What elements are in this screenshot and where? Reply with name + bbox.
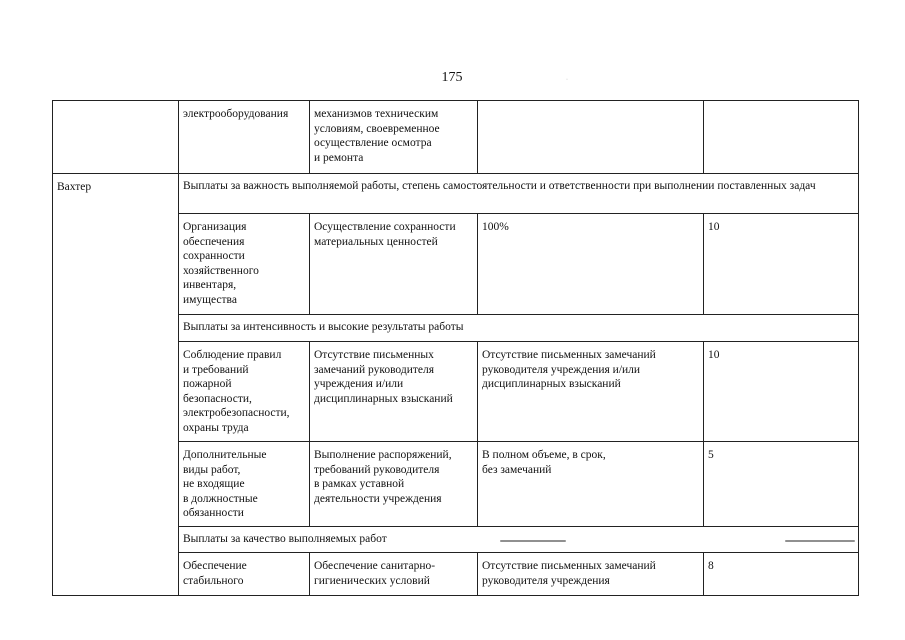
points-cell: 5 <box>704 442 859 527</box>
points-cell: 10 <box>704 342 859 442</box>
scan-streak <box>785 540 855 542</box>
criterion-condition-cell: Обеспечение санитарно- гигиенических условий <box>310 553 478 596</box>
section-heading-importance: Выплаты за важность выполняемой работы, степень самостоятельности и ответственности при выполнении поставленных задач <box>179 174 859 214</box>
criterion-name-cell: Организация обеспечения сохранности хозяйственного инвентаря, имущества <box>179 214 310 315</box>
section-heading-intensity: Выплаты за интенсивность и высокие результаты работы <box>179 315 859 342</box>
points-cell: 8 <box>704 553 859 596</box>
indicator-cell: Отсутствие письменных замечаний руководителя учреждения и/или дисциплинарных взысканий <box>478 342 704 442</box>
criterion-name-cell: Соблюдение правил и требований пожарной безопасности, электробезопасности, охраны труда <box>179 342 310 442</box>
indicator-cell: 100% <box>478 214 704 315</box>
page-number: 175 <box>441 70 463 85</box>
indicator-cell: Отсутствие письменных замечаний руководителя учреждения <box>478 553 704 596</box>
indicator-cell: В полном объеме, в срок, без замечаний <box>478 442 704 527</box>
section-heading-quality: Выплаты за качество выполняемых работ <box>179 527 859 553</box>
points-cell: 10 <box>704 214 859 315</box>
criterion-condition-cell: Отсутствие письменных замечаний руководителя учреждения и/или дисциплинарных взысканий <box>310 342 478 442</box>
indicator-cell <box>478 101 704 174</box>
points-cell <box>704 101 859 174</box>
scan-speck: · <box>566 77 568 83</box>
section-row <box>53 174 859 214</box>
criterion-condition-cell: Выполнение распоряжений, требований руководителя в рамках уставной деятельности учреждения <box>310 442 478 527</box>
scan-streak <box>500 540 566 542</box>
criterion-name-cell: электрооборудования <box>179 101 310 174</box>
criterion-condition-cell: Осуществление сохранности материальных ценностей <box>310 214 478 315</box>
position-cell <box>53 101 179 174</box>
position-name-cell: Вахтер <box>53 174 179 596</box>
criterion-name-cell: Обеспечение стабильного <box>179 553 310 596</box>
criterion-condition-cell: механизмов техническим условиям, своевременное осуществление осмотра и ремонта <box>310 101 478 174</box>
criterion-name-cell: Дополнительные виды работ, не входящие в должностные обязанности <box>179 442 310 527</box>
table-row <box>53 101 859 174</box>
bonus-criteria-table <box>52 100 859 596</box>
